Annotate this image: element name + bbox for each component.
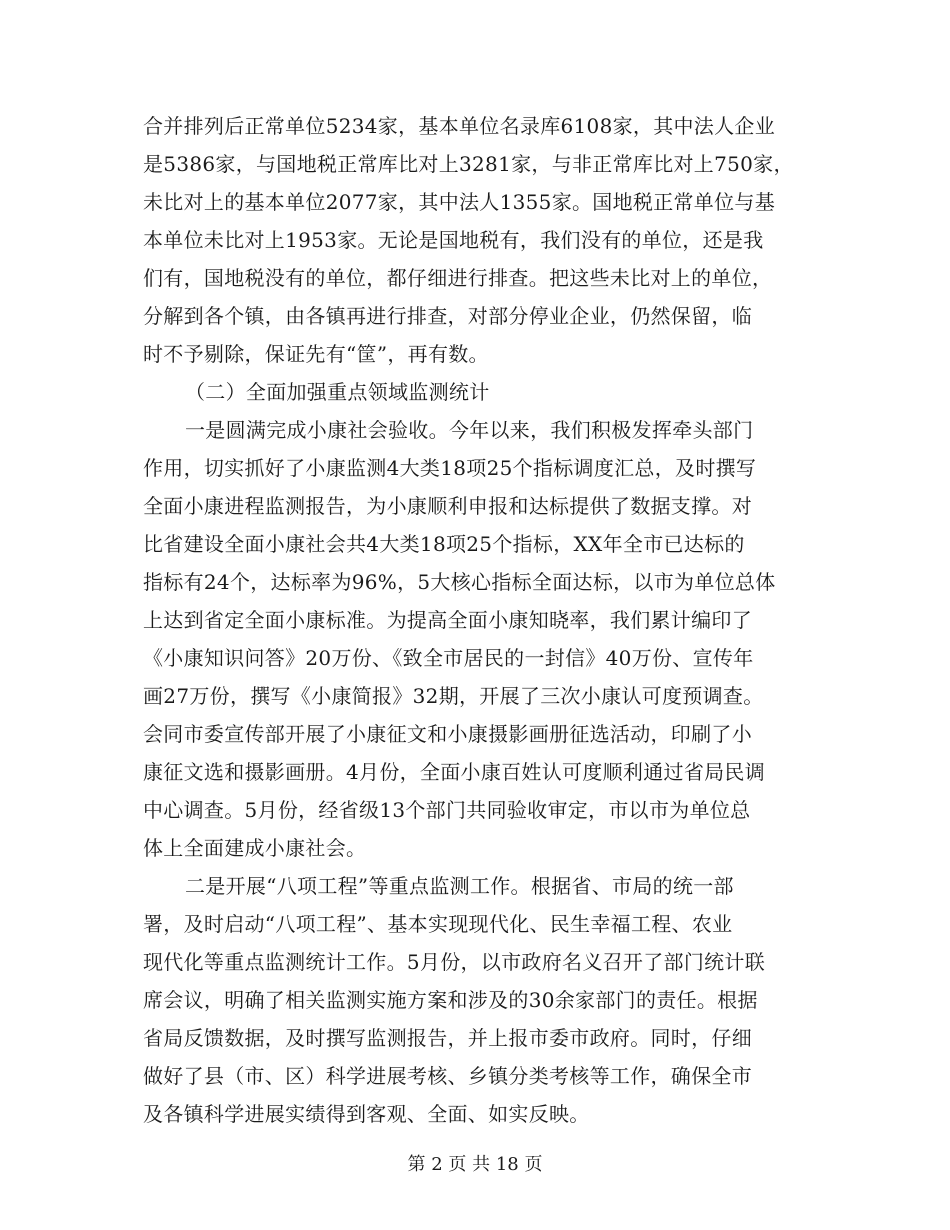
text-line: 现代化等重点监测统计工作。5月份，以市政府名义召开了部门统计联 (143, 950, 766, 974)
text-line: 分解到各个镇，由各镇再进行排查，对部分停业企业，仍然保留，临 (143, 304, 752, 328)
paragraph-start-line: 一是圆满完成小康社会验收。今年以来，我们积极发挥牵头部门 (185, 418, 754, 442)
text-line: 中心调查。5月份，经省级13个部门共同验收审定，市以市为单位总 (143, 798, 751, 822)
text-line: 席会议，明确了相关监测实施方案和涉及的30余家部门的责任。根据 (143, 988, 758, 1012)
paragraph-start-line: 二是开展“八项工程”等重点监测工作。根据省、市局的统一部 (185, 874, 734, 898)
text-line: 署，及时启动“八项工程”、基本实现现代化、民生幸福工程、农业 (143, 912, 733, 936)
text-line: 全面小康进程监测报告，为小康顺利申报和达标提供了数据支撑。对 (143, 494, 752, 518)
text-line: 指标有24个，达标率为96%，5大核心指标全面达标，以市为单位总体 (143, 570, 776, 594)
text-line: 康征文选和摄影画册。4月份，全面小康百姓认可度顺利通过省局民调 (143, 760, 766, 784)
text-line: 比省建设全面小康社会共4大类18项25个指标，XX年全市已达标的 (143, 532, 745, 556)
page-number-footer: 第 2 页 共 18 页 (407, 1154, 543, 1175)
text-line: 们有，国地税没有的单位，都仔细进行排查。把这些未比对上的单位， (143, 266, 773, 290)
text-line: 本单位未比对上1953家。无论是国地税有，我们没有的单位，还是我 (143, 228, 764, 252)
text-line: 《小康知识问答》20万份、《致全市居民的一封信》40万份、宣传年 (143, 646, 754, 670)
text-line: 上达到省定全面小康标准。为提高全面小康知晓率，我们累计编印了 (143, 608, 752, 632)
text-line: 会同市委宣传部开展了小康征文和小康摄影画册征选活动，印刷了小 (143, 722, 752, 746)
text-line: 是5386家，与国地税正常库比对上3281家，与非正常库比对上750家， (143, 152, 794, 176)
text-line: 合并排列后正常单位5234家，基本单位名录库6108家，其中法人企业 (143, 114, 775, 138)
text-line: 做好了县（市、区）科学进展考核、乡镇分类考核等工作，确保全市 (143, 1064, 752, 1088)
text-line: 作用，切实抓好了小康监测4大类18项25个指标调度汇总，及时撰写 (143, 456, 757, 480)
section-heading: （二）全面加强重点领域监测统计 (185, 380, 490, 404)
text-line: 及各镇科学进展实绩得到客观、全面、如实反映。 (143, 1102, 590, 1126)
text-line: 时不予剔除，保证先有“筐”，再有数。 (143, 342, 489, 366)
text-line: 未比对上的基本单位2077家，其中法人1355家。国地税正常单位与基 (143, 190, 775, 214)
text-line: 画27万份，撰写《小康简报》32期，开展了三次小康认可度预调查。 (143, 684, 764, 708)
text-line: 省局反馈数据，及时撰写监测报告，并上报市委市政府。同时，仔细 (143, 1026, 752, 1050)
document-body (143, 107, 823, 1133)
text-line: 体上全面建成小康社会。 (143, 836, 367, 860)
